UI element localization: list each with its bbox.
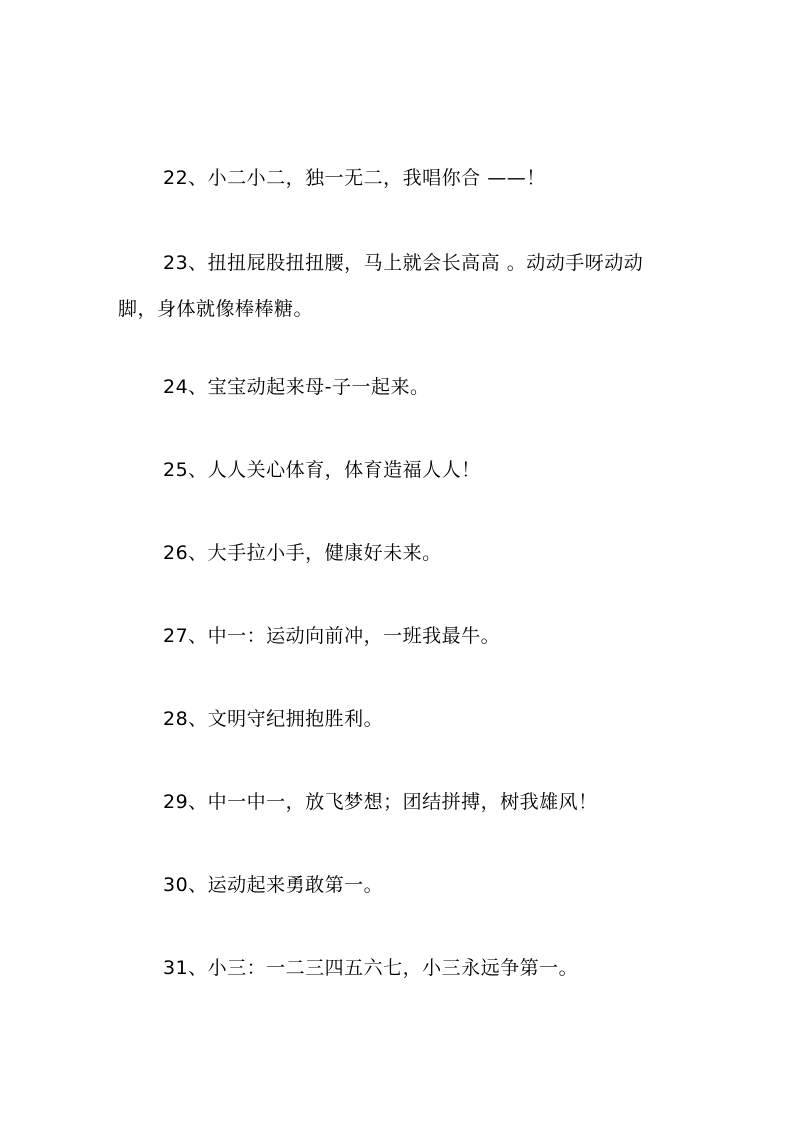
slogan-22: 22、小二小二，独一无二，我唱你合 ——！	[163, 167, 546, 189]
slogan-27: 27、中一：运动向前冲，一班我最牛。	[163, 625, 501, 647]
slogan-29: 29、中一中一，放飞梦想；团结拼搏，树我雄风！	[163, 791, 598, 813]
slogan-25: 25、人人关心体育，体育造福人人！	[163, 459, 481, 481]
slogan-23: 23、扭扭屁股扭扭腰，马上就会长高高 。动动手呀动动脚，身体就像棒棒糖。	[118, 252, 644, 320]
slogan-24: 24、宝宝动起来母-子一起来。	[163, 376, 430, 398]
slogan-30: 30、运动起来勇敢第一。	[163, 874, 384, 896]
slogan-31: 31、小三：一二三四五六七，小三永远争第一。	[163, 957, 579, 979]
slogan-28: 28、文明守纪拥抱胜利。	[163, 708, 384, 730]
slogan-26: 26、大手拉小手，健康好未来。	[163, 542, 442, 564]
